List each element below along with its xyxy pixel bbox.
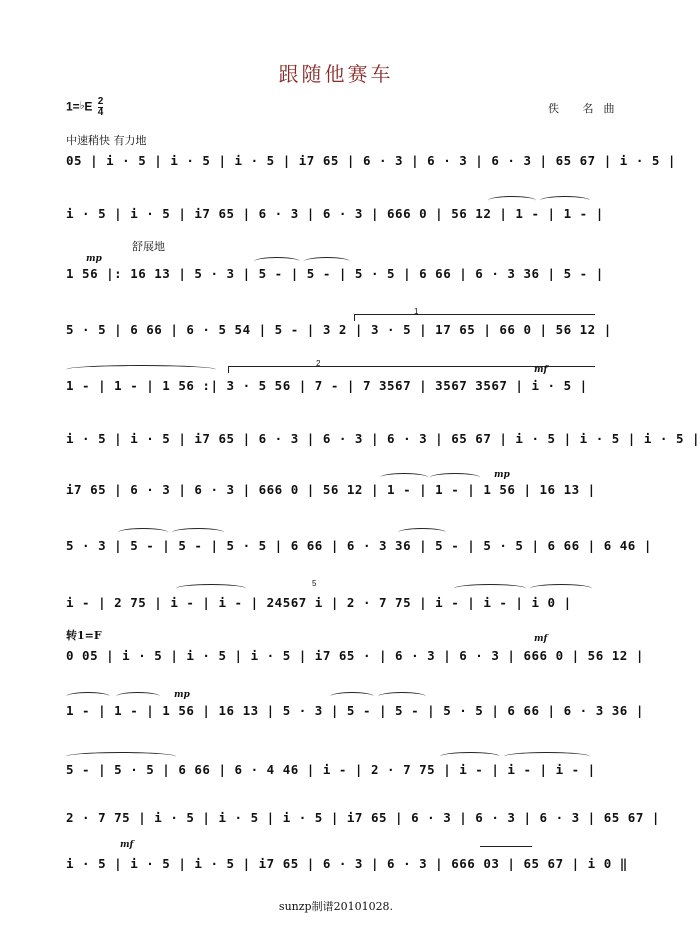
slur: [540, 196, 590, 205]
slur: [330, 692, 374, 701]
score-line-1: 05 | i · 5 | i · 5 | i · 5 | i7 65 | 6 · 3 | 6 · 3 | 6 · 3 | 65 67 | i · 5 |: [66, 153, 676, 168]
dynamic-mark: mf: [534, 365, 548, 375]
score-line-11: 1 - | 1 - | 1 56 | 16 13 | 5 · 3 | 5 - | 5 - | 5 · 5 | 6 66 | 6 · 3 36 |: [66, 703, 644, 718]
score-line-7: i7 65 | 6 · 3 | 6 · 3 | 666 0 | 56 12 | 1 - | 1 - | 1 56 | 16 13 |: [66, 482, 596, 497]
slur: [118, 528, 168, 537]
dynamic-mark: mp: [174, 690, 190, 700]
time-signature: [98, 97, 104, 118]
score-line-2: i · 5 | i · 5 | i7 65 | 6 · 3 | 6 · 3 | 666 0 | 56 12 | 1 - | 1 - |: [66, 206, 604, 221]
crescendo-hairpin: [480, 846, 532, 847]
slur: [172, 528, 224, 537]
dynamic-mark: mf: [120, 840, 134, 850]
score-line-13: 2 · 7 75 | i · 5 | i · 5 | i · 5 | i7 65 | 6 · 3 | 6 · 3 | 6 · 3 | 65 67 |: [66, 810, 660, 825]
slur: [380, 473, 428, 482]
composer: 佚 名曲: [548, 102, 625, 115]
flat-symbol: ♭: [79, 100, 85, 112]
expression-marking: 舒展地: [132, 240, 165, 253]
slur: [304, 257, 350, 266]
slur: [176, 584, 246, 593]
ending-number: 2: [316, 359, 321, 368]
score-line-9: i - | 2 75 | i - | i - | 24567 i | 2 · 7 75 | i - | i - | i 0 |: [66, 595, 572, 610]
time-denominator: 4: [97, 107, 104, 118]
dynamic-mark: mf: [534, 634, 548, 644]
time-numerator: 2: [97, 96, 104, 107]
slur: [454, 584, 526, 593]
slur: [378, 692, 426, 701]
slur: [398, 528, 446, 537]
slur: [254, 257, 300, 266]
tempo-marking: 中速稍快 有力地: [66, 134, 147, 147]
score-line-12: 5 - | 5 · 5 | 6 66 | 6 · 4 46 | i - | 2 · 7 75 | i - | i - | i - |: [66, 762, 596, 777]
key-change: 转1=F: [66, 629, 102, 642]
slur: [66, 365, 216, 374]
score-line-10: 0 05 | i · 5 | i · 5 | i · 5 | i7 65 · | 6 · 3 | 6 · 3 | 666 0 | 56 12 |: [66, 648, 644, 663]
score-line-4: 5 · 5 | 6 66 | 6 · 5 54 | 5 - | 3 2 | 3 · 5 | 17 65 | 66 0 | 56 12 |: [66, 322, 612, 337]
slur: [66, 752, 176, 761]
score-line-8: 5 · 3 | 5 - | 5 - | 5 · 5 | 6 66 | 6 · 3 36 | 5 - | 5 · 5 | 6 66 | 6 46 |: [66, 538, 652, 553]
dynamic-mark: mp: [494, 470, 510, 480]
page-title: 跟随他赛车: [278, 62, 394, 86]
slur: [488, 196, 536, 205]
slur: [430, 473, 480, 482]
key-signature: [66, 97, 103, 118]
ending-number: 1: [414, 307, 419, 316]
slur: [530, 584, 592, 593]
score-line-14: i · 5 | i · 5 | i · 5 | i7 65 | 6 · 3 | 6 · 3 | 666 03 | 65 67 | i 0 ‖: [66, 856, 628, 871]
tuplet-number: 5: [312, 579, 317, 588]
ending-bracket-1: [354, 314, 595, 321]
dynamic-mark: mp: [86, 254, 102, 264]
slur: [66, 692, 110, 701]
slur: [504, 752, 590, 761]
key-prefix: 1=: [66, 99, 80, 114]
footer-credit: sunzp制谱20101028.: [278, 900, 394, 913]
key-letter: E: [84, 99, 93, 114]
slur: [440, 752, 500, 761]
score-line-5: 1 - | 1 - | 1 56 :| 3 · 5 56 | 7 - | 7 3567 | 3567 3567 | i · 5 |: [66, 378, 588, 393]
score-line-6: i · 5 | i · 5 | i7 65 | 6 · 3 | 6 · 3 | 6 · 3 | 65 67 | i · 5 | i · 5 | i · 5 |: [66, 431, 700, 446]
score-line-3: 1 56 |: 16 13 | 5 · 3 | 5 - | 5 - | 5 · 5 | 6 66 | 6 · 3 36 | 5 - |: [66, 266, 604, 281]
slur: [116, 692, 160, 701]
